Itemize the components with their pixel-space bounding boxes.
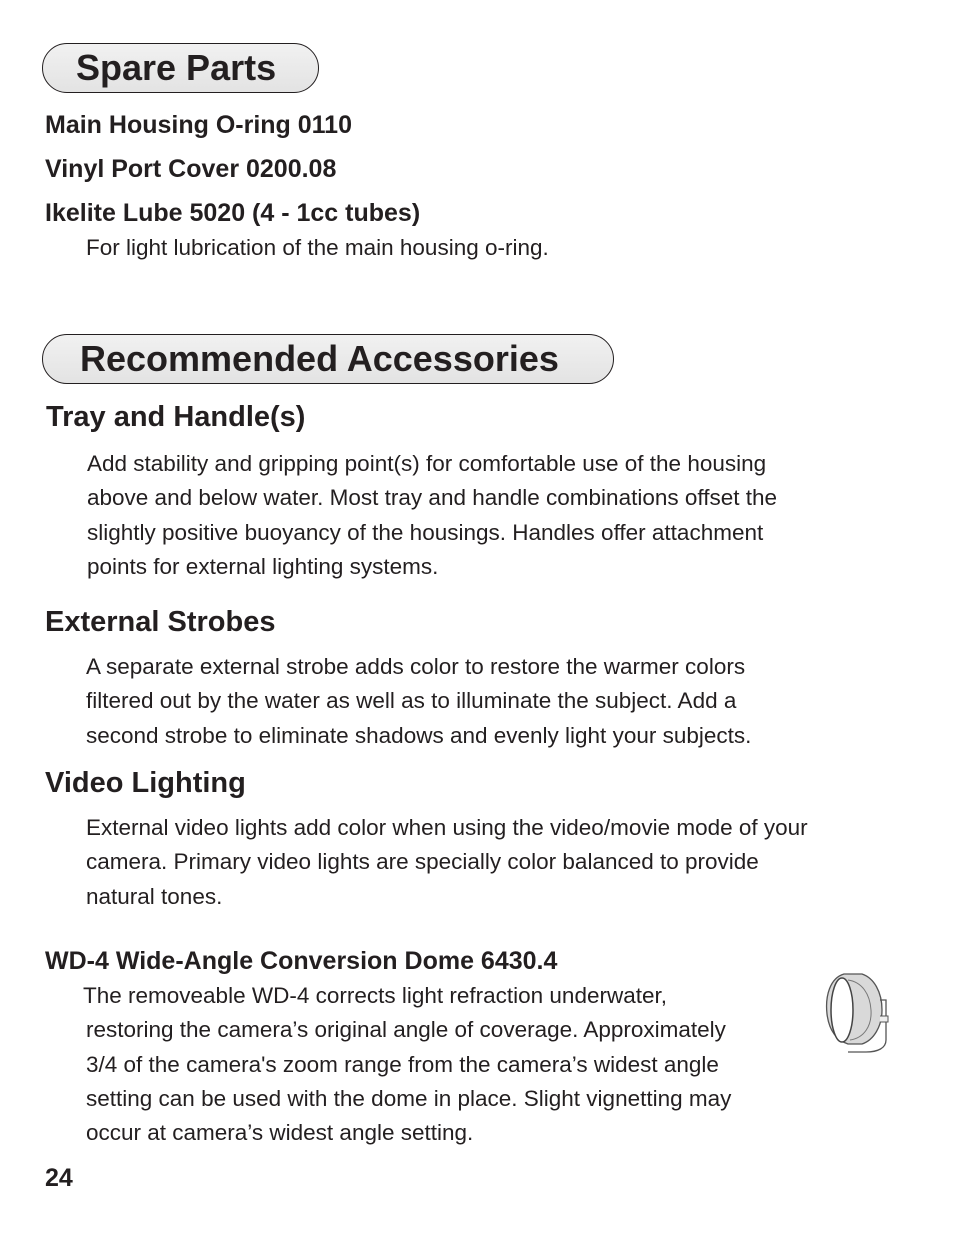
page-number: 24: [45, 1164, 73, 1192]
dome-description: The removeable WD-4 corrects light refraction underwater, restoring the camera’s original angle of coverage. Approximately 3/4 of the camera's zoom range from the camera’s widest angle setting can be used with the dome in place. Slight vignetting may occur at camera’s widest angle setting.: [83, 983, 732, 1146]
spare-part-item: Ikelite Lube 5020 (4 - 1cc tubes): [45, 199, 421, 227]
strobes-heading: External Strobes: [45, 606, 276, 638]
spare-parts-header: [42, 43, 319, 93]
dome-heading: WD-4 Wide-Angle Conversion Dome 6430.4: [45, 947, 558, 975]
spare-part-item: Vinyl Port Cover 0200.08: [45, 155, 337, 183]
spare-parts-title: Spare Parts: [76, 47, 277, 88]
accessories-header: [42, 334, 614, 384]
video-heading: Video Lighting: [45, 767, 246, 799]
tray-heading: Tray and Handle(s): [46, 401, 306, 433]
accessories-title: Recommended Accessories: [80, 338, 559, 379]
lube-note: For light lubrication of the main housing o-ring.: [86, 235, 549, 260]
spare-part-item: Main Housing O-ring 0110: [45, 111, 352, 139]
strobes-description: A separate external strobe adds color to restore the warmer colors filtered out by the water as well as to illuminate the subject. Add a second strobe to eliminate shadows and evenly light your subjects.: [86, 654, 752, 748]
tray-description: Add stability and gripping point(s) for comfortable use of the housing above and below water. Most tray and handle combinations offset the slightly positive buoyancy of the housings. Handles offer attachment points for external lighting systems.: [87, 451, 778, 579]
wide-angle-dome-icon: [822, 970, 894, 1056]
video-description: External video lights add color when using the video/movie mode of your camera. Primary video lights are specially color balanced to provide natural tones.: [86, 815, 808, 909]
